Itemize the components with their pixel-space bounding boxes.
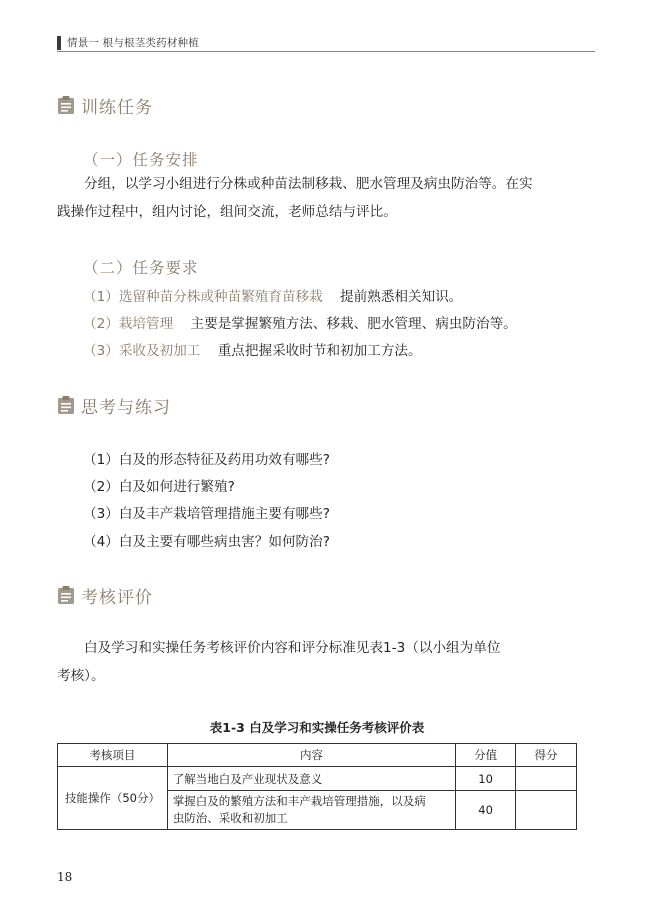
section-assessment: [57, 583, 153, 607]
header-bar: [57, 36, 61, 50]
evaluation-table: [57, 743, 577, 830]
requirement-title: （2）栽培管理: [83, 316, 174, 332]
table-header-cell: 得分: [516, 744, 577, 767]
arrangement-line-2: 践操作过程中，组内讨论，组间交流，老师总结与评比。: [57, 204, 397, 220]
table-earned-cell: [516, 791, 577, 830]
question-item: （4）白及主要有哪些病虫害？如何防治?: [83, 534, 330, 550]
table-earned-cell: [516, 767, 577, 791]
requirement-text: 重点把握采收时节和初加工方法。: [217, 343, 422, 359]
clipboard-icon: [57, 395, 75, 415]
requirement-item: [83, 285, 462, 305]
section-training: [57, 93, 153, 117]
requirement-text: 提前熟悉相关知识。: [340, 289, 463, 305]
subsection-requirements-title: （二）任务要求: [83, 259, 199, 277]
section-title: 训练任务: [81, 97, 153, 118]
requirement-text: 主要是掌握繁殖方法、移栽、肥水管理、病虫防治等。: [190, 316, 517, 332]
table-caption: 表1-3 白及学习和实操任务考核评价表: [209, 720, 425, 735]
requirement-title: （3）采收及初加工: [83, 343, 201, 359]
table-content-line: 虫防治、采收和初加工: [172, 811, 288, 825]
question-item: （3）白及丰产栽培管理措施主要有哪些?: [83, 506, 330, 522]
assessment-line-2: 考核）。: [57, 668, 105, 684]
arrangement-line-1: 分组，以学习小组进行分株或种苗法制移栽、肥水管理及病虫防治等。在实: [84, 176, 533, 192]
table-header-cell: 考核项目: [58, 744, 168, 767]
table-header-cell: 分值: [456, 744, 516, 767]
table-row: [58, 767, 577, 791]
section-title: 思考与练习: [81, 397, 171, 418]
question-item: （2）白及如何进行繁殖?: [83, 479, 235, 495]
table-group-cell: 技能操作（50分）: [58, 767, 168, 830]
requirement-item: [83, 312, 517, 332]
running-header: [57, 33, 595, 52]
table-score-cell: 40: [456, 791, 516, 830]
clipboard-icon: [57, 585, 75, 605]
table-content-line: 掌握白及的繁殖方法和丰产栽培管理措施，以及病: [172, 794, 426, 808]
table-content-cell: 了解当地白及产业现状及意义: [167, 767, 455, 791]
clipboard-icon: [57, 95, 75, 115]
table-header-row: [58, 744, 577, 767]
table-score-cell: 10: [456, 767, 516, 791]
question-item: （1）白及的形态特征及药用功效有哪些?: [83, 452, 330, 468]
section-title: 考核评价: [81, 587, 153, 608]
page-number: 18: [57, 870, 73, 884]
table-content-cell: [167, 791, 455, 830]
header-title: 情景一 根与根茎类药材种植: [67, 37, 199, 49]
assessment-line-1: 白及学习和实操任务考核评价内容和评分标准见表1-3（以小组为单位: [84, 640, 501, 656]
requirement-item: [83, 339, 422, 359]
subsection-arrangement-title: （一）任务安排: [83, 151, 199, 169]
requirement-title: （1）选留种苗分株或种苗繁殖育苗移栽: [83, 289, 323, 305]
section-thinking: [57, 393, 171, 417]
table-header-cell: 内容: [167, 744, 455, 767]
